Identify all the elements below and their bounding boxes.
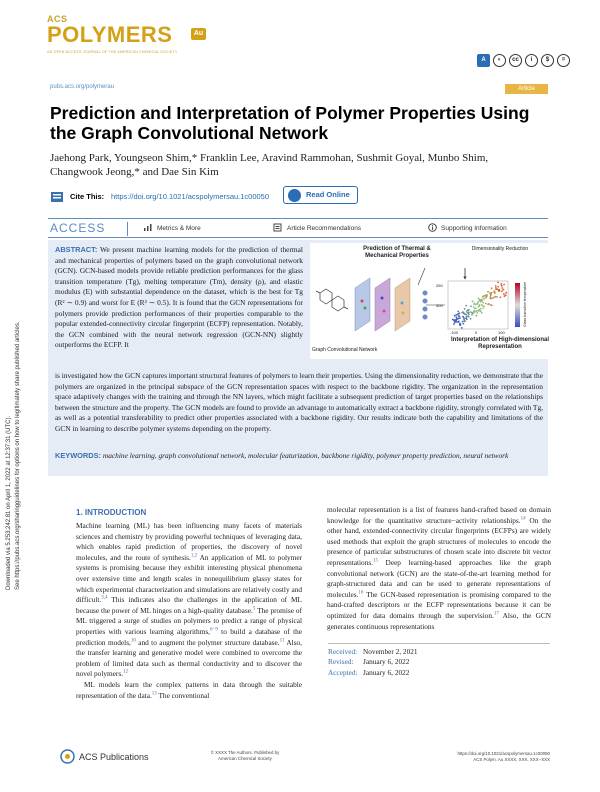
scatter-point [501,290,503,292]
logo-acs: ACS [47,14,68,24]
scatter-point [463,318,465,320]
keywords [55,451,543,462]
section-heading-introduction: 1. INTRODUCTION [76,508,147,517]
scatter-point [491,287,493,289]
toc-tick-1: 250 [436,283,443,288]
license-icons [477,54,570,68]
intro-text: Also, the transfer learning and generative model were combined to overcome the problem of limited data such as thermal conductivity and to discover the novel polymers. [76,637,303,679]
author-list [50,151,560,179]
scatter-point [480,301,482,303]
intro-text: Also, the GCN generates continuous representations [327,610,551,631]
scatter-point [477,303,479,305]
intro-text: The promise of ML triggered a surge of studies on polymers to predict a range of physical properties with various learning algorithms, [76,605,302,636]
scatter-point [494,291,496,293]
author-line-2: Changwook Jeong,* and Dae Sin Kim [50,166,219,178]
scatter-point [505,292,507,294]
article-dates [328,643,550,678]
toc-gcn-label: Graph Convolutional Network [312,347,378,353]
scatter-point [490,295,492,297]
citation[interactable]: 16 [358,590,364,596]
received-date: Received: November 2, 2021 [328,647,418,656]
copyright-line-2: American Chemical Society [218,755,272,761]
scatter-point [470,305,472,307]
metrics-icon [143,223,152,232]
read-online-icon [288,189,301,202]
scatter-point [503,293,505,295]
toc-graphic [310,243,548,359]
read-online-button[interactable] [283,186,358,204]
supporting-information-link[interactable]: Supporting Information [441,225,507,232]
toc-tick-5: 100 [498,330,505,335]
scatter-point [454,315,456,317]
cc-icon[interactable]: cc [509,54,522,67]
scatter-point [468,309,470,311]
accepted-date: Accepted: January 6, 2022 [328,667,410,677]
logo-polymers: POLYMERS [47,22,173,47]
citation[interactable]: 12 [123,669,129,675]
scatter-point [468,316,470,318]
intro-text: On the other hand, extended-connectivity circular fingerprints (ECFPs) are widely used methods that exploit the graph structures of molecules to encode the presence of particular substructures of chosen scale into discrete bit vector representations. [327,515,552,567]
scatter-point [476,310,478,312]
citation[interactable]: 13 [151,691,157,697]
article-type-badge: Article [505,84,548,94]
scatter-point [457,318,459,320]
scatter-point [470,318,472,320]
download-sidebar [6,220,26,590]
journal-link[interactable]: pubs.acs.org/polymerau [50,84,115,90]
scatter-point [476,312,478,314]
read-online-label: Read Online [306,190,350,199]
metrics-more-link[interactable]: Metrics & More [157,225,201,232]
citation[interactable]: 17 [493,611,499,617]
keywords-text: machine learning, graph convolutional network, molecular featurization, backbone rigidity, polymer property prediction, neural network [102,451,509,460]
citation[interactable]: 6−9 [210,627,218,633]
scatter-point [466,310,468,312]
scatter-point [495,296,497,298]
nd-icon[interactable]: = [557,54,570,67]
citation[interactable]: 15 [373,558,378,564]
scatter-point [478,298,480,300]
scatter-point [504,295,506,297]
scatter-point [487,291,489,293]
scatter-point [475,307,477,309]
scatter-point [495,285,497,287]
by-icon[interactable]: i [525,54,538,67]
scatter-point [461,327,463,329]
scatter-point [465,314,467,316]
citation[interactable]: 10 [130,638,136,644]
scatter-point [501,287,503,289]
intro-text: Deep learning-based approaches like the graph convolutional network (GCN) are the state-of-the-art learning method for graph-structured data and can be used to generate representations of molecules. [327,557,551,599]
scatter-point [476,315,478,317]
scatter-point [481,304,483,306]
toc-tick-2: 500 [436,303,443,308]
footer-doi [455,751,550,763]
footer-citation-ref: ACS Polym. Au XXXX, XXX, XXX−XXX [473,756,550,762]
scatter-point [500,296,502,298]
footer-doi-link[interactable]: https://doi.org/10.1021/acspolymersau.1c00050 [457,751,550,756]
scatter-point [465,305,467,307]
abstract-label: ABSTRACT: [55,245,98,254]
intro-column-1 [76,521,302,701]
copyright-line-1: © XXXX The Authors. Published by [210,750,280,755]
scatter-point [497,282,499,284]
access-divider [127,222,128,236]
scatter-point [453,323,455,325]
citation[interactable]: 11 [279,638,285,644]
scatter-point [463,323,465,325]
intro-paragraph-2 [76,680,302,701]
acs-publications-icon [60,749,75,764]
scatter-point [490,292,492,294]
molecule-icon [316,289,348,311]
nc-icon[interactable]: $ [541,54,554,67]
acs-icon[interactable]: A [477,54,490,67]
scatter-point [463,313,465,315]
scatter-point [473,306,475,308]
scatter-point [459,315,461,317]
scatter-point [466,316,468,318]
scatter-point [497,286,499,288]
sidebar-download-line: Downloaded via 5.253.242.81 on April 1, 2022 at 12:37:31 (UTC). [6,415,12,590]
abstract-part-2: is investigated how the GCN captures important structural features of polymers to learn their properties. Using the dimensionality reduction, we demonstrate that the polymers are organized in the principal subspace of the GCN representation spaces with respect to the backbone rigidity. The organization in the representation space adaptively changes with the training and through the NN layers, which might facilitate a subsequent prediction of target properties based on the relationships between the structure and the property. The GCN models are found to provide an advantage to automatically extract a backbone rigidity, strongly correlated with Tg, as well as a potential transferability to predict other properties associated with a backbone rigidity. Our results indicate both the capability and limitations of the GCN in learning to describe polymer systems depending on the property. [55,371,543,433]
scatter-point [455,314,457,316]
scatter-point [491,305,493,307]
scatter-point [478,309,480,311]
author-line-1: Jaehong Park, Youngseon Shim,* Franklin Lee, Aravind Rammohan, Sushmit Goyal, Munbo Shim, [50,152,489,164]
scatter-point [462,316,464,318]
recommendations-icon [273,223,282,232]
intro-text: The GCN-based representation is promising compared to the hand-crafted descriptors or the ECFP representations because it can be optimized for data domains through the supervision. [327,589,551,620]
scatter-point [503,284,505,286]
scatter-point [485,297,487,299]
scatter-point [456,321,458,323]
toc-dim-reduction: Dimensionality Reduction [471,246,529,252]
scatter-point [503,289,505,291]
abstract-part-1 [55,245,303,351]
intro-text: ML models learn the complex patterns in data through the suitable representation of the data. [76,679,302,700]
intro-text: An application of ML to polymer systems is promising because they exhibit interesting physical phenomena over extensive time and length scales in nonequilibrium glassy states for which experimental characterization and simulations are relatively costly and difficult. [76,552,302,605]
citation[interactable]: 1,2 [190,553,198,559]
scatter-point [459,324,461,326]
arrow-icon [418,268,425,285]
scatter-point [488,303,490,305]
scatter-point [474,310,476,312]
intro-text: The conventional [156,690,210,700]
scatter-point [480,310,482,312]
copyright-notice [170,750,320,761]
cite-label: Cite This: [70,192,105,201]
scatter-point [483,298,485,300]
scatter-point [459,312,461,314]
cite-icon [50,191,64,203]
scatter-point [483,306,485,308]
colorbar [515,283,520,327]
scatter-point [468,313,470,315]
scatter-point [484,295,486,297]
scatter-point [464,308,466,310]
toc-tick-4: 0 [475,330,478,335]
scatter-point [482,302,484,304]
revised-date: Revised: January 6, 2022 [328,657,410,667]
toc-colorbar-label: Glass transition temperature [523,281,527,327]
scatter-point [485,303,487,305]
scatter-point [499,290,501,292]
scatter-point [486,295,488,297]
citation[interactable]: 3,4 [101,595,108,601]
article-recommendations-link[interactable]: Article Recommendations [287,225,362,232]
supporting-info-icon [428,223,437,232]
open-access-icon[interactable]: ◐ [493,54,506,67]
keywords-label: KEYWORDS: [55,451,101,460]
scatter-point [452,319,454,321]
intro-text: This indicates also the challenges in the application of ML because the power of ML hinges on a high-quality database. [76,595,302,615]
cite-doi-link[interactable]: https://doi.org/10.1021/acspolymersau.1c00050 [111,192,270,201]
scatter-point [482,308,484,310]
scatter-point [489,292,491,294]
scatter-point [457,311,459,313]
scatter-point [501,285,503,287]
toc-interpretation-label: Interpretation of High-dimensional Representation [450,337,549,350]
scatter-point [482,296,484,298]
scatter-point [480,308,482,310]
scatter-point [458,321,460,323]
scatter-point [495,288,497,290]
logo-au-badge: Au [191,28,206,40]
acs-publications-logo[interactable]: ACS Publications [79,752,149,762]
intro-text: molecular representation is a list of features hand-crafted based on domain knowledge for the quantitative structure−activity relationships. [327,505,551,525]
scatter-point [472,301,474,303]
citation[interactable]: 14 [520,516,526,522]
abstract-text-1: We present machine learning models for the prediction of thermal and mechanical properties of polymers based on the graph convolutional network (GCN). GCN-based models provide reliable prediction performances for the glass transition temperature (Tg), melting temperature (Tm), density (ρ), and elastic modulus (E) with substantial dependence on the dataset, which is the best for Tg (R² ∼ 0.9) and worst for E (R² ∼ 0.5). It is found that the GCN representations for polymers provide prediction performances of their properties comparable to the popular extended-connectivity circular fingerprint (ECFP) representation. Notably, the GCN combined with the neural network regression (GCN-NN) slightly outperforms the ECFP. It [55,245,303,350]
scatter-point [490,297,492,299]
scatter-point [462,321,464,323]
scatter-point [473,312,475,314]
article-title: Prediction and Interpretation of Polymer Properties Using the Graph Convolutional Network [50,103,530,143]
logo-tagline: AN OPEN ACCESS JOURNAL OF THE AMERICAN CHEMICAL SOCIETY [47,50,178,54]
intro-text: Machine learning (ML) has been influencing many facets of materials sciences and chemistry by providing powerful techniques of leveraging data, which enables rapid prediction of properties, the discovery of novel molecules, and the route of synthesis. [76,521,302,562]
gcn-layers-icon [355,278,410,331]
scatter-point [481,312,483,314]
intro-column-2 [327,505,551,632]
intro-text: and to augment the polymer structure database. [135,637,280,647]
scatter-point [473,304,475,306]
scatter-point [456,316,458,318]
scatter-point [477,306,479,308]
citation[interactable]: 5 [252,606,256,612]
toc-prediction-title: Prediction of Thermal & Mechanical Properties [363,246,431,259]
toc-tick-3: -100 [450,330,459,335]
access-label: ACCESS [50,221,106,235]
intro-text: to build a database of the prediction models, [76,626,302,647]
scatter-point [463,320,465,322]
scatter-point [500,283,502,285]
scatter-point [479,304,481,306]
sidebar-guidelines-line: See https://pubs.acs.org/sharingguidelines for options on how to legitimately share published articles. [15,321,21,590]
